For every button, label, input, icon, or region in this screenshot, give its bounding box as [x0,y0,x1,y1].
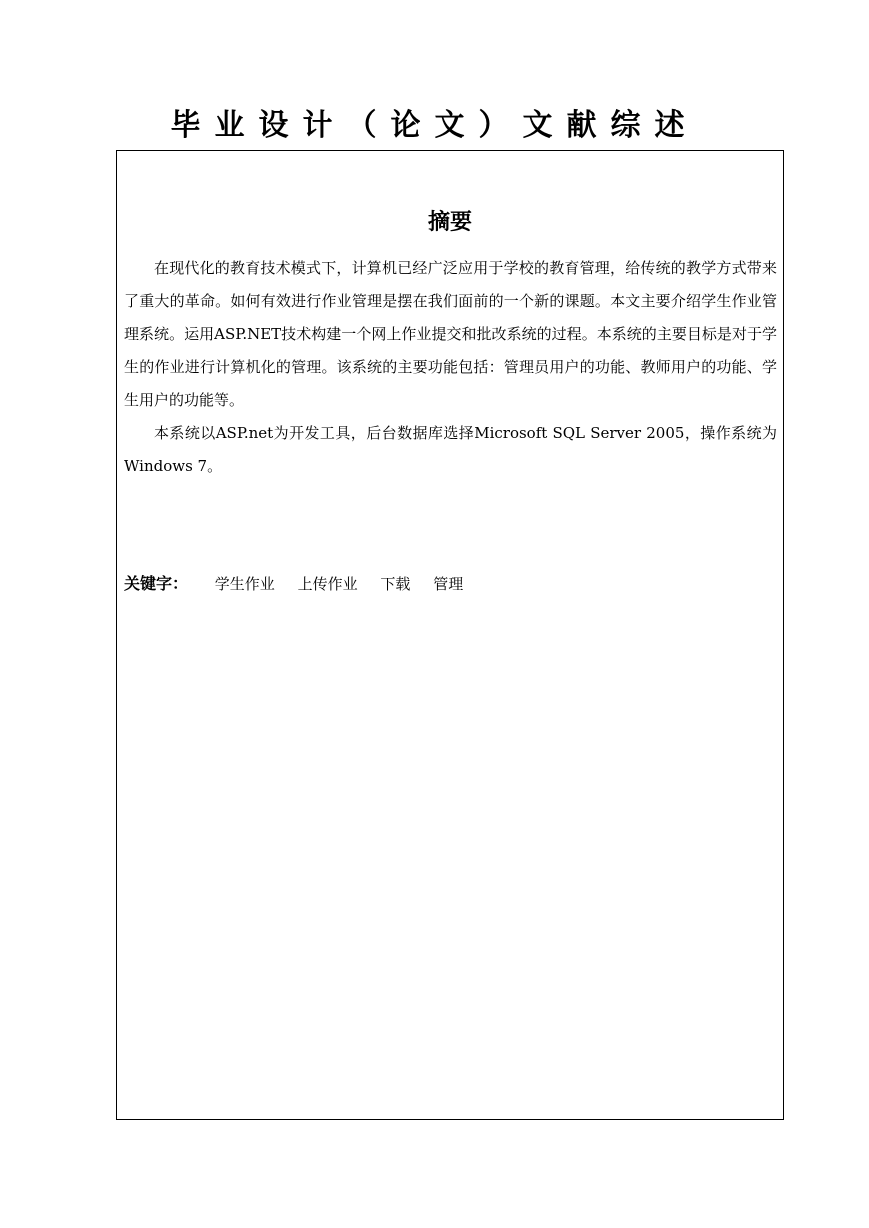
keywords-line [124,567,777,601]
keyword-item: 上传作业 [297,575,358,593]
keyword-item: 学生作业 [214,575,275,593]
abstract-paragraph-1: 在现代化的教育技术模式下，计算机已经广泛应用于学校的教育管理，给传统的教学方式带来了重大的革命。如何有效进行作业管理是摆在我们面前的一个新的课题。本文主要介绍学生作业管理系统。运用ASP.NET技术构建一个网上作业提交和批改系统的过程。本系统的主要目标是对于学生的作业进行计算机化的管理。该系统的主要功能包括：管理员用户的功能、教师用户的功能、学生用户的功能等。 [124,259,777,409]
keyword-item: 管理 [433,575,464,593]
keywords-label: 关键字： [124,574,189,593]
abstract-paragraph-2: 本系统以ASP.net为开发工具，后台数据库选择Microsoft SQL Server 2005，操作系统为Windows 7。 [124,424,777,475]
abstract-heading: 摘要 [427,210,472,235]
abstract-body [124,252,777,483]
document-title: 毕业设计（论文）文献综述 [170,108,699,143]
keyword-item: 下载 [380,575,411,593]
